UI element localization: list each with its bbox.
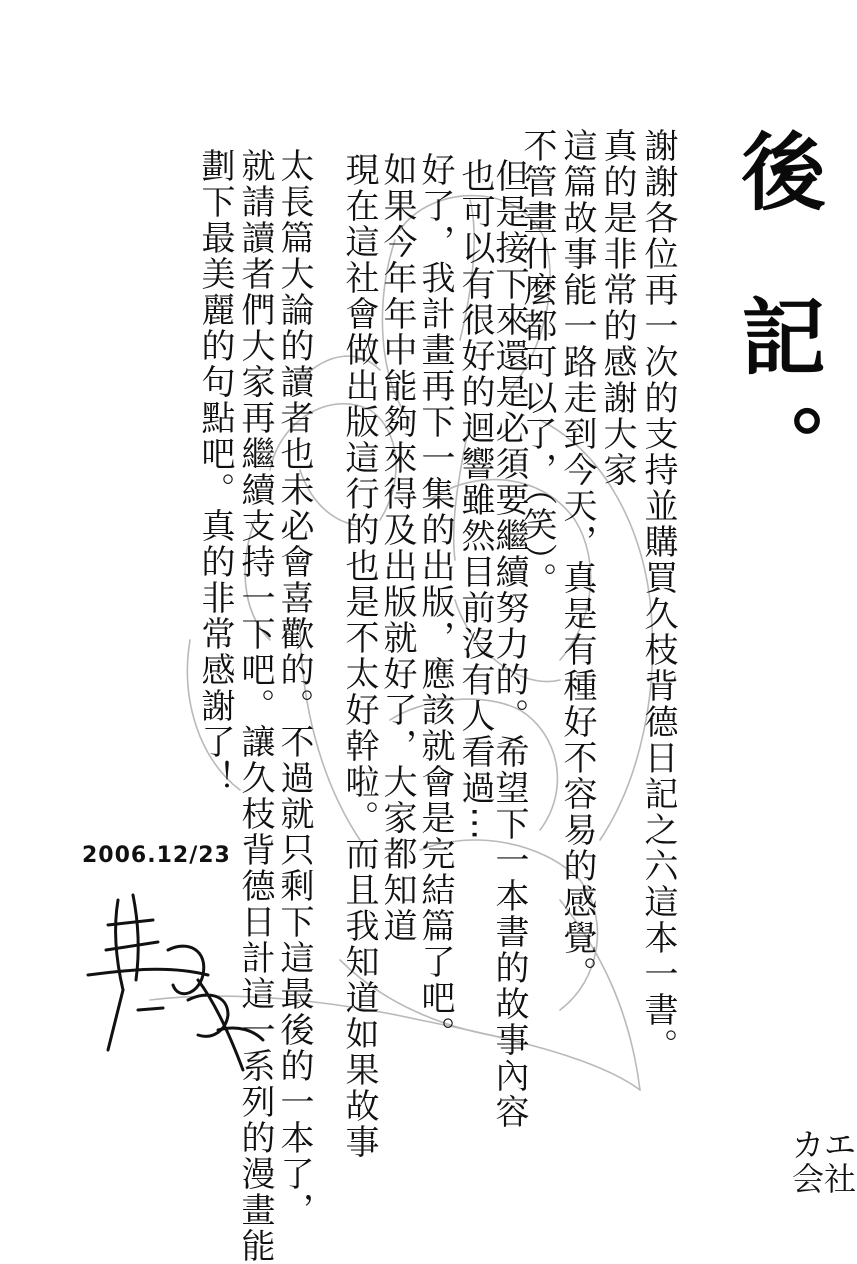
text-column-11: 就請讀者們大家再繼續支持一下吧。讓久枝背德日計這一系列的漫畫能 xyxy=(235,148,275,1264)
text-column-7: 好了，我計畫再下一集的出版，應該就會是完結篇了吧。 xyxy=(415,152,455,1052)
text-column-2: 真的是非常的感謝大家 xyxy=(597,128,637,488)
author-signature xyxy=(78,880,278,1080)
afterword-title: 後 記。 xyxy=(728,128,827,514)
corner-stamp-text: カエ 会社 xyxy=(791,1126,856,1198)
text-column-3: 這篇故事能一路走到今天，真是有種好不容易的感覺。 xyxy=(557,128,597,992)
date-label: 2006.12/23 xyxy=(82,843,231,868)
text-column-6: 也可以有很好的迴響雖然目前沒有人看過⋯ xyxy=(455,158,495,842)
text-column-8: 如果今年年中能夠來得及出版就好了，大家都知道 xyxy=(377,152,417,944)
text-column-4: 不管畫什麼都可以了，（笑）。 xyxy=(517,128,557,598)
text-column-1: 謝謝各位再一次的支持並購買久枝背德日記之六這本一書。 xyxy=(638,128,678,1064)
text-column-9: 現在這社會做出版這行的也是不太好幹啦。而且我知道如果故事 xyxy=(339,152,379,1160)
corner-stamp-mark xyxy=(786,1128,856,1198)
text-column-12: 劃下最美麗的句點吧。真的非常感謝了！ xyxy=(195,148,235,796)
text-column-10: 太長篇大論的讀者也未必會喜歡的。不過就只剩下這最後的一本了， xyxy=(274,148,314,1228)
text-column-5: 但是接下來還是必須要繼續努力的。希望下一本書的故事內容 xyxy=(489,158,529,1130)
